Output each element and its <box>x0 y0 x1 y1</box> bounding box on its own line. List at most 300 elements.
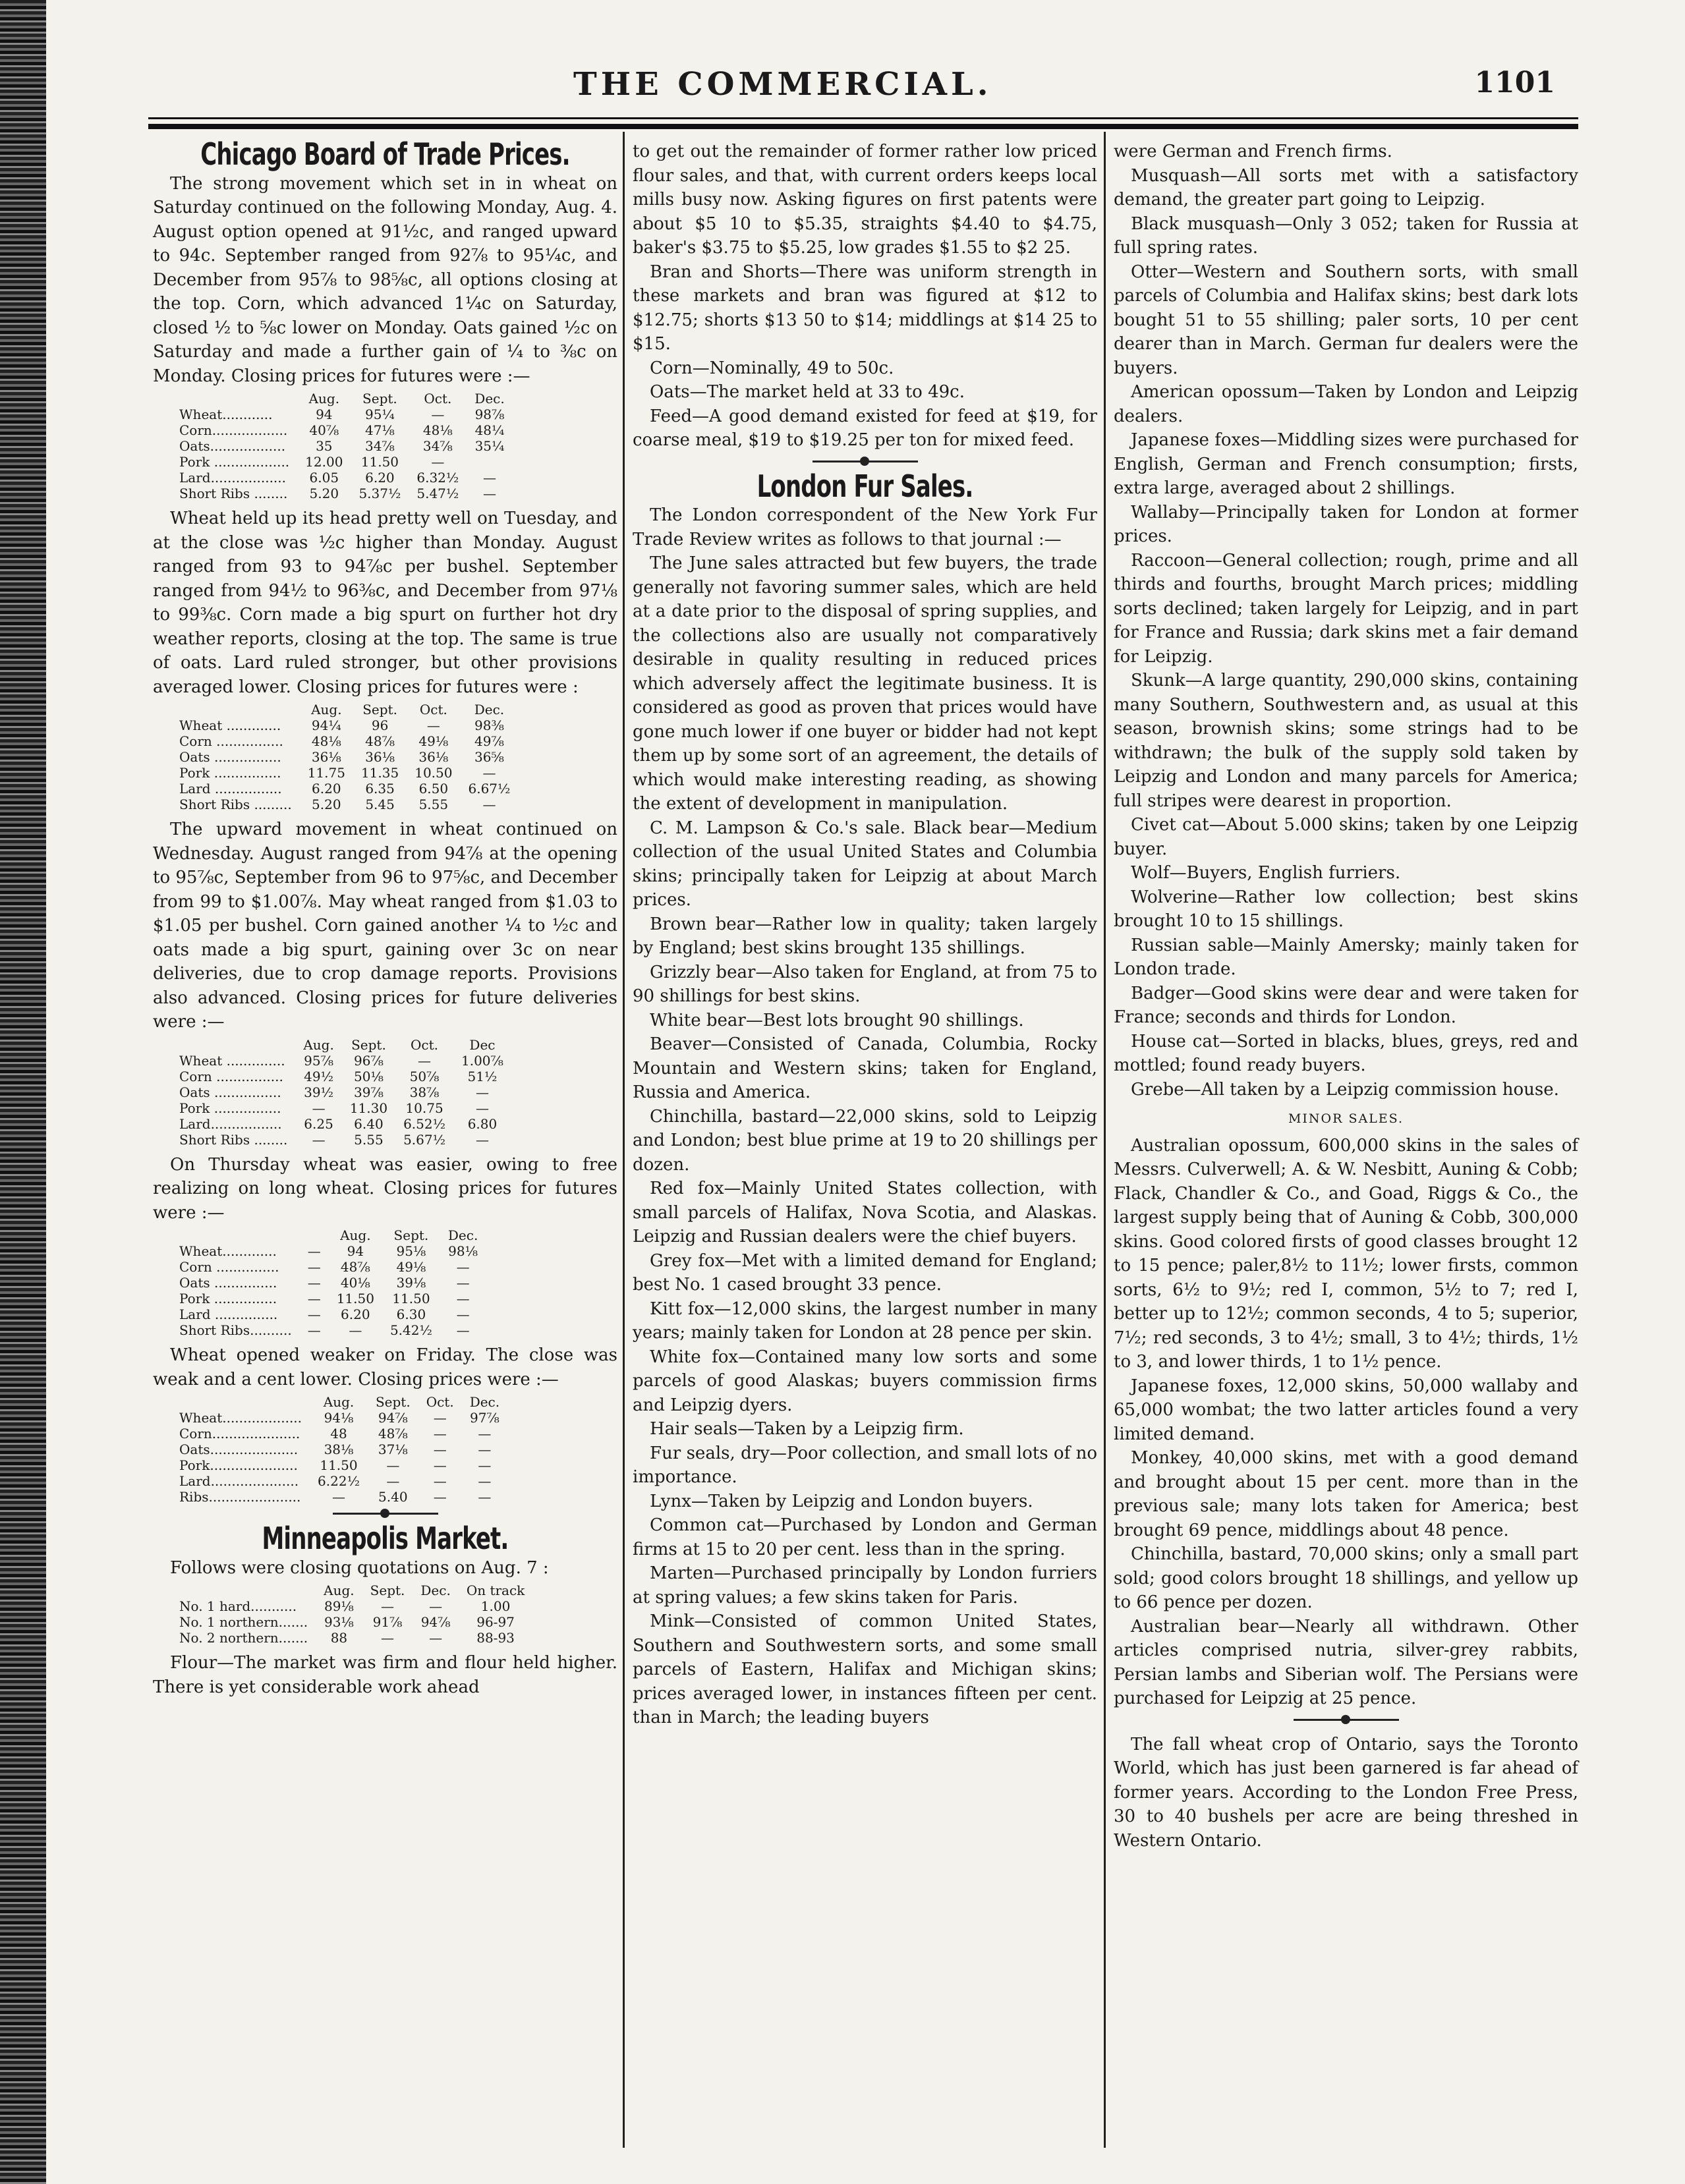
price-cell: 11.50 <box>336 1291 374 1306</box>
price-cell: — <box>433 1489 447 1505</box>
column-header <box>179 1227 300 1243</box>
header-rule <box>148 117 1578 119</box>
table-row <box>179 1489 507 1505</box>
price-cell: 94 <box>316 406 333 422</box>
paragraph: Otter—Western and Southern sorts, with small parcels of Columbia and Halifax skins; best dark lots bought 51 to 55 shilling; paler sorts, 10 per cent dearer than in March. German fur dealers were the buyers. <box>1114 262 1578 378</box>
binding-edge <box>0 0 46 2184</box>
price-cell: 35 <box>316 438 333 454</box>
paragraph: Red fox—Mainly United States collection, with small parcels of Halifax, Nova Scotia, and Alaskas. Leipzig and Russian dealers were the chief buyers. <box>633 1179 1097 1246</box>
column-header: Sept. <box>351 1036 386 1053</box>
table-header-row <box>179 1037 511 1053</box>
column-header: Dec. <box>420 1582 451 1598</box>
row-label: Lard..................... <box>179 1473 299 1489</box>
price-cell: 94¼ <box>311 717 341 733</box>
paragraph: Marten—Purchased principally by London furriers at spring values; a few skins taken for Paris. <box>633 1563 1097 1608</box>
row-label: Oats.................. <box>179 438 286 454</box>
table-row <box>179 733 518 749</box>
price-cell: 95¼ <box>364 406 395 422</box>
price-cell: 5.42½ <box>389 1322 432 1338</box>
price-cell: — <box>475 1131 489 1148</box>
table-row <box>179 486 513 501</box>
price-cell: 11.50 <box>392 1291 430 1306</box>
paragraph: Wheat held up its head pretty well on Tuesday, and at the close was ½c higher than Monday. August ranged from 93 to 94⅞c per bushel. September ranged from 94½ to 96⅜c, and December from 97⅛ to 99⅜c. Corn made a big spurt on further hot dry weather reports, closing at the top. The same is true of oats. Lard ruled stronger, but other provisions averaged lower. Closing prices for futures were : <box>153 509 617 697</box>
table-row <box>179 1442 507 1457</box>
column-header <box>179 1582 316 1598</box>
row-label: Oats ................ <box>179 1084 281 1100</box>
price-cell: — <box>429 1598 443 1614</box>
paragraph: Badger—Good skins were dear and were taken for France; seconds and thirds for London. <box>1114 983 1578 1027</box>
price-cell: 5.47½ <box>416 486 459 501</box>
paragraph: Grey fox—Met with a limited demand for England; best No. 1 cased brought 33 pence. <box>633 1250 1097 1295</box>
paragraph: American opossum—Taken by London and Leipzig dealers. <box>1114 382 1578 426</box>
section-ornament <box>813 461 918 466</box>
paragraph: The upward movement in wheat continued on Wednesday. August ranged from 94⅞ at the opening to 95⅞c, September from 96 to 97⅝c, and December from 99 to $1.00⅞. May wheat ranged from $1.03 to $1.05 per bushel. Corn gained another ¼ to ½c and oats made a big spurt, gaining over 3c on near deliveries, due to crop damage reports. Provisions also advanced. Closing prices for future deliveries were :— <box>153 820 617 1032</box>
price-cell: 11.30 <box>349 1100 388 1116</box>
header-rule-thick <box>148 124 1578 129</box>
paragraph: Japanese foxes, 12,000 skins, 50,000 wallaby and 65,000 wombat; the two latter articles found a very limited demand. <box>1114 1376 1578 1444</box>
price-cell: 39⅛ <box>396 1275 426 1291</box>
price-cell: 95⅞ <box>304 1052 333 1069</box>
price-cell: 39⅞ <box>354 1084 384 1100</box>
row-label: Pork ............... <box>179 1291 277 1306</box>
paragraph: Oats—The market held at 33 to 49c. <box>650 382 965 402</box>
price-cell: 96⅞ <box>354 1052 384 1069</box>
price-cell: 48¼ <box>474 422 505 438</box>
paragraph: Musquash—All sorts met with a satisfactory demand, the greater part going to Leipzig. <box>1114 165 1578 210</box>
table-row <box>179 1322 486 1338</box>
price-cell: 97⅞ <box>469 1410 500 1426</box>
paragraph: Lynx—Taken by Leipzig and London buyers. <box>650 1491 1033 1511</box>
column-header: Aug. <box>323 1394 355 1410</box>
price-cell: 98⅜ <box>474 717 504 733</box>
row-label: Oats ................ <box>179 749 281 765</box>
table-row <box>179 1306 486 1322</box>
price-cell: 11.50 <box>360 454 399 470</box>
price-cell: 48⅛ <box>422 422 453 438</box>
price-cell: 1.00 <box>480 1598 511 1614</box>
column-header: Sept. <box>362 702 397 717</box>
table-row <box>179 438 513 454</box>
price-cell: 1.00⅞ <box>461 1052 503 1069</box>
price-table <box>179 1037 511 1148</box>
price-cell: 49⅛ <box>396 1259 426 1275</box>
table-row <box>179 1132 511 1148</box>
price-cell: 36⅛ <box>418 749 449 765</box>
price-cell: 94⅞ <box>378 1410 408 1426</box>
price-cell: 34⅞ <box>422 438 453 454</box>
column-1 <box>153 136 617 1699</box>
paragraph: On Thursday wheat was easier, owing to free realizing on long wheat. Closing prices for futures were :— <box>153 1154 617 1223</box>
row-label: Wheat................... <box>179 1410 302 1426</box>
price-cell: 6.40 <box>354 1115 384 1132</box>
column-header: Aug. <box>324 1582 355 1598</box>
price-cell: — <box>429 1630 443 1646</box>
paragraph: Grizzly bear—Also taken for England, at from 75 to 90 shillings for best skins. <box>633 962 1097 1006</box>
paragraph: Raccoon—General collection; rough, prime and all thirds and fourths, brought March prices; middling sorts declined; taken largely for Leipzig, and in part for France and Russia; dark skins met a fair demand for Leipzig. <box>1114 550 1578 667</box>
price-cell: 88 <box>330 1630 348 1646</box>
table-row <box>179 1630 532 1646</box>
row-label: Oats ............... <box>179 1275 277 1291</box>
price-cell: 5.20 <box>309 486 339 501</box>
price-cell: 40⅞ <box>309 422 339 438</box>
column-divider <box>1104 132 1106 2148</box>
paragraph: Feed—A good demand existed for feed at $19, for coarse meal, $19 to $19.25 per ton for mixed feed. <box>633 406 1097 450</box>
price-cell: — <box>386 1457 400 1473</box>
price-cell: — <box>312 1100 326 1116</box>
price-cell: — <box>456 1322 470 1338</box>
price-cell: — <box>381 1598 395 1614</box>
row-label: Wheat ............. <box>179 717 281 733</box>
table-row <box>179 470 513 486</box>
paragraph: Fur seals, dry—Poor collection, and small lots of no importance. <box>633 1443 1097 1487</box>
price-cell: 49⅞ <box>474 733 504 749</box>
table-header-row <box>179 391 513 406</box>
price-cell: 48⅛ <box>311 733 341 749</box>
row-label: Short Ribs ........ <box>179 486 288 501</box>
column-header: Aug. <box>340 1227 371 1243</box>
price-cell: 50⅛ <box>354 1068 384 1084</box>
paragraph: Wheat opened weaker on Friday. The close was weak and a cent lower. Closing prices were :— <box>153 1345 617 1389</box>
price-cell: — <box>483 486 496 501</box>
paragraph: Grebe—All taken by a Leipzig commission house. <box>1131 1079 1559 1100</box>
price-cell: 36⅝ <box>474 749 504 765</box>
table-row <box>179 781 518 797</box>
price-cell: — <box>456 1291 470 1306</box>
paragraph: White fox—Contained many low sorts and some parcels of good Alaskas; buyers commission firms and Leipzig dyers. <box>633 1347 1097 1415</box>
paragraph: Black musquash—Only 3 052; taken for Russia at full spring rates. <box>1114 213 1578 258</box>
price-cell: 38⅛ <box>324 1442 354 1457</box>
paragraph: Australian opossum, 600,000 skins in the sales of Messrs. Culverwell; A. & W. Nesbitt, Auning & Cobb; Flack, Chandler & Co., and Goad, Riggs & Co., the largest supply being that of Auning & Cobb, 300,000 skins. Good colored firsts of good classes brought 12 to 15 pence; paler,8½ to 11½; lower firsts, common sorts, 6½ to 9½; red I, common, 5½ to 7; red I, better up to 12½; common seconds, 4 to 5; superior, 7½; red seconds, 3 to 4½; small, 3 to 4½; thirds, 1½ to 3, and lower thirds, 1 to 1½ pence. <box>1114 1135 1578 1372</box>
price-cell: 5.55 <box>418 797 449 812</box>
column-header <box>179 1037 295 1053</box>
paragraph: Wolf—Buyers, English furriers. <box>1131 863 1401 883</box>
paragraph: Chinchilla, bastard, 70,000 skins; only a small part sold; good colors brought 18 shillings, and yellow up to 66 pence per dozen. <box>1114 1544 1578 1612</box>
column-header: Sept. <box>393 1227 429 1243</box>
price-cell: — <box>478 1457 492 1473</box>
row-label: Wheat .............. <box>179 1052 285 1069</box>
price-cell: — <box>433 1442 447 1457</box>
masthead <box>152 66 1582 105</box>
price-cell: 89⅛ <box>324 1598 354 1614</box>
column-header: Dec. <box>474 391 505 406</box>
price-cell: — <box>349 1322 362 1338</box>
price-cell: 47⅛ <box>364 422 395 438</box>
price-cell: 35¼ <box>474 438 505 454</box>
column-header: Dec <box>469 1036 496 1053</box>
price-cell: 51½ <box>467 1068 498 1084</box>
price-cell: — <box>431 406 445 422</box>
price-table <box>179 702 518 812</box>
paragraph: Monkey, 40,000 skins, met with a good demand and brought about 15 per cent. more than in the previous sale; many lots taken for America; best brought 69 pence, middlings about 48 pence. <box>1114 1448 1578 1540</box>
price-cell: 6.80 <box>467 1115 498 1132</box>
price-cell: 11.75 <box>307 765 345 781</box>
price-cell: — <box>478 1442 492 1457</box>
price-cell: — <box>307 1243 321 1259</box>
price-cell: — <box>456 1259 470 1275</box>
price-cell: 6.52½ <box>403 1115 445 1132</box>
section-title: Chicago Board of Trade Prices. <box>200 136 570 172</box>
column-header: Sept. <box>362 391 397 406</box>
price-cell: 39½ <box>304 1084 333 1100</box>
paragraph: Flour—The market was firm and flour held higher. There is yet considerable work ahead <box>153 1653 617 1697</box>
price-cell: 11.50 <box>320 1457 358 1473</box>
price-cell: 98⅞ <box>474 406 505 422</box>
column-header: Oct. <box>426 1394 454 1410</box>
price-cell: 12.00 <box>305 454 343 470</box>
price-cell: — <box>456 1275 470 1291</box>
price-table <box>179 1394 507 1505</box>
price-cell: 94⅛ <box>324 1410 354 1426</box>
paragraph: Corn—Nominally, 49 to 50c. <box>650 358 894 378</box>
table-row <box>179 717 518 733</box>
row-label: Short Ribs ........ <box>179 1131 288 1148</box>
paragraph: The London correspondent of the New York Fur Trade Review writes as follows to that journal :— <box>633 505 1097 549</box>
row-label: Corn..................... <box>179 1426 300 1442</box>
row-label: Pork ................ <box>179 1100 281 1116</box>
row-label: Ribs...................... <box>179 1489 301 1505</box>
table-row <box>179 1275 486 1291</box>
paragraph: C. M. Lampson & Co.'s sale. Black bear—Medium collection of the usual United States and Columbia skins; principally taken for Leipzig at about March prices. <box>633 818 1097 910</box>
price-cell: 48⅞ <box>378 1426 408 1442</box>
price-cell: — <box>478 1473 492 1489</box>
price-cell: 10.75 <box>405 1100 443 1116</box>
paragraph: Wallaby—Principally taken for London at former prices. <box>1114 502 1578 546</box>
column-header <box>300 1227 329 1243</box>
price-cell: — <box>478 1489 492 1505</box>
price-cell: 6.20 <box>312 781 341 797</box>
section-ornament <box>1294 1719 1399 1725</box>
publication-title: THE COMMERCIAL. <box>573 66 992 103</box>
row-label: Lard................. <box>179 1115 282 1132</box>
row-label: No. 2 northern....... <box>179 1630 308 1646</box>
table-row <box>179 1116 511 1132</box>
price-cell: 48⅞ <box>365 733 395 749</box>
row-label: Wheat............. <box>179 1243 277 1259</box>
price-cell: — <box>475 1100 489 1116</box>
price-cell: — <box>426 717 440 733</box>
price-cell: 6.22½ <box>318 1473 360 1489</box>
row-label: Corn ................ <box>179 733 283 749</box>
table-row <box>179 1473 507 1489</box>
paragraph: Civet cat—About 5.000 skins; taken by one Leipzig buyer. <box>1114 815 1578 859</box>
table-row <box>179 1598 532 1614</box>
price-cell: — <box>433 1457 447 1473</box>
price-cell: — <box>381 1630 395 1646</box>
price-cell: 96 <box>371 717 389 733</box>
column-divider <box>623 132 625 2148</box>
table-row <box>179 422 513 438</box>
price-cell: 49½ <box>304 1068 333 1084</box>
price-table <box>179 391 513 501</box>
price-cell: 5.20 <box>312 797 341 812</box>
column-header: Sept. <box>375 1394 411 1410</box>
price-cell: 6.35 <box>365 781 395 797</box>
paragraph: Skunk—A large quantity, 290,000 skins, containing many Southern, Southwestern and, as usual at this season, brownish skins; some strings had to be withdrawn; the bulk of the supply sold taken by Leipzig and London and many parcels for America; full stripes were dearest in proportion. <box>1114 671 1578 811</box>
paragraph: Australian bear—Nearly all withdrawn. Other articles comprised nutria, silver-grey rabbits, Persian lambs and Siberian wolf. The Persians were purchased for Leipzig at 25 pence. <box>1114 1616 1578 1708</box>
price-cell: 94⅞ <box>420 1614 451 1630</box>
price-cell: — <box>307 1275 321 1291</box>
row-label: Pork ................ <box>179 765 281 781</box>
section-ornament <box>333 1513 438 1519</box>
table-row <box>179 1614 532 1630</box>
paragraph: Common cat—Purchased by London and German firms at 15 to 20 per cent. less than in the spring. <box>633 1515 1097 1559</box>
paragraph: Japanese foxes—Middling sizes were purchased for English, German and French consumption; firsts, extra large, averaged about 2 shillings. <box>1114 430 1578 498</box>
price-cell: 48⅞ <box>340 1259 370 1275</box>
column-2 <box>633 140 1097 1730</box>
paragraph: to get out the remainder of former rather low priced flour sales, and that, with current orders keeps local mills busy now. Asking figures on first patents were about $5 10 to $5.35, straights $4.40 to $4.75, baker's $3.75 to $5.25, low grades $1.55 to $2 25. <box>633 142 1097 258</box>
column-header: Dec. <box>469 1394 500 1410</box>
price-cell: — <box>307 1322 321 1338</box>
table-row <box>179 1426 507 1442</box>
price-cell: — <box>307 1259 321 1275</box>
row-label: Pork .................. <box>179 454 290 470</box>
price-cell: 48 <box>330 1426 347 1442</box>
price-cell: 50⅞ <box>409 1068 440 1084</box>
price-cell <box>467 454 512 470</box>
price-cell: 10.50 <box>414 765 453 781</box>
price-cell: 11.35 <box>360 765 399 781</box>
price-cell: — <box>312 1131 326 1148</box>
price-cell: 6.32½ <box>416 470 459 486</box>
column-header: Sept. <box>370 1582 405 1598</box>
paragraph: Beaver—Consisted of Canada, Columbia, Rocky Mountain and Western skins; taken for England, Russia and America. <box>633 1034 1097 1102</box>
price-cell: — <box>483 470 496 486</box>
price-cell: 34⅞ <box>364 438 395 454</box>
price-cell: 36⅛ <box>365 749 395 765</box>
price-cell: — <box>331 1489 345 1505</box>
column-header: Aug. <box>308 391 340 406</box>
row-label: Corn.................. <box>179 422 288 438</box>
column-header <box>179 1394 310 1410</box>
row-label: Oats..................... <box>179 1442 299 1457</box>
table-row <box>179 1457 507 1473</box>
table-row <box>179 406 513 422</box>
price-cell: — <box>475 1084 489 1100</box>
table-row <box>179 1243 486 1259</box>
column-header: Dec. <box>474 702 505 717</box>
price-cell: — <box>386 1473 400 1489</box>
price-cell: 5.55 <box>354 1131 384 1148</box>
price-cell: — <box>307 1291 321 1306</box>
table-row <box>179 797 518 812</box>
price-cell: 6.50 <box>418 781 449 797</box>
price-cell: 5.45 <box>365 797 395 812</box>
paragraph: House cat—Sorted in blacks, blues, greys, red and mottled; found ready buyers. <box>1114 1031 1578 1075</box>
price-cell: 49⅛ <box>418 733 449 749</box>
row-label: Short Ribs ......... <box>179 797 292 812</box>
price-cell: — <box>456 1306 470 1322</box>
price-cell: 37⅛ <box>378 1442 408 1457</box>
table-row <box>179 1100 511 1116</box>
price-cell: — <box>431 454 445 470</box>
row-label: Short Ribs.......... <box>179 1322 292 1338</box>
table-header-row <box>179 1394 507 1410</box>
column-header <box>179 391 297 406</box>
row-label: Wheat............ <box>179 406 273 422</box>
row-label: Lard ............... <box>179 1306 278 1322</box>
section-title: London Fur Sales. <box>757 468 973 504</box>
paragraph: Wolverine—Rather low collection; best skins brought 10 to 15 shillings. <box>1114 887 1578 931</box>
price-cell: — <box>482 765 496 781</box>
row-label: Lard ................ <box>179 781 282 797</box>
paragraph: The June sales attracted but few buyers, the trade generally not favoring summer sales, which are held at a date prior to the disposal of spring supplies, and the collections also are usually not comparatively desirable in quality resulting in reduced prices which adversely affect the legitimate business. It is considered as good as proven that prices would have gone much lower if one buyer or bidder had not kept them up by some sort of an agreement, the details of which would make interesting reading, as showing the extent of development in manipulation. <box>633 553 1097 814</box>
price-cell: 38⅞ <box>409 1084 440 1100</box>
column-header: Oct. <box>424 391 452 406</box>
paragraph: Follows were closing quotations on Aug. 7 : <box>170 1557 549 1578</box>
table-row <box>179 1410 507 1426</box>
price-cell: 6.20 <box>365 470 395 486</box>
column-header: Oct. <box>419 702 447 717</box>
paragraph: Kitt fox—12,000 skins, the largest number in many years; mainly taken for London at 28 pence per skin. <box>633 1299 1097 1343</box>
table-row <box>179 1069 511 1084</box>
paragraph: Russian sable—Mainly Amersky; mainly taken for London trade. <box>1114 935 1578 979</box>
price-cell: 6.20 <box>341 1306 370 1322</box>
table-header-row <box>179 702 518 717</box>
table-header-row <box>179 1582 532 1598</box>
column-header: Dec. <box>447 1227 478 1243</box>
row-label: No. 1 hard........... <box>179 1598 297 1614</box>
row-label: Pork..................... <box>179 1457 298 1473</box>
column-header: Aug. <box>311 702 342 717</box>
section-title: Minneapolis Market. <box>262 1521 509 1556</box>
price-cell: 36⅛ <box>311 749 341 765</box>
price-cell: 91⅞ <box>372 1614 403 1630</box>
table-header-row <box>179 1227 486 1243</box>
price-cell: 93⅛ <box>324 1614 354 1630</box>
table-row <box>179 749 518 765</box>
paragraph: were German and French firms. <box>1114 142 1392 161</box>
price-cell: 95⅛ <box>396 1243 426 1259</box>
subheading: MINOR SALES. <box>1288 1111 1404 1126</box>
price-cell: 6.05 <box>309 470 339 486</box>
price-cell: 40⅛ <box>340 1275 370 1291</box>
paragraph: White bear—Best lots brought 90 shillings. <box>650 1010 1024 1030</box>
price-cell: 5.37½ <box>358 486 401 501</box>
row-label: Corn ................ <box>179 1068 283 1084</box>
page-number: 1101 <box>1474 66 1555 99</box>
row-label: Corn ............... <box>179 1259 279 1275</box>
column-header <box>179 702 300 717</box>
price-cell: — <box>433 1410 447 1426</box>
price-cell: — <box>307 1306 321 1322</box>
table-row <box>179 1291 486 1306</box>
paragraph: Bran and Shorts—There was uniform strength in these markets and bran was figured at $12 to $12.75; shorts $13 50 to $14; middlings at $14 25 to $15. <box>633 262 1097 354</box>
price-cell: 88-93 <box>476 1630 515 1646</box>
row-label: Lard.................. <box>179 470 287 486</box>
price-cell: 5.67½ <box>403 1131 445 1148</box>
price-table <box>179 1582 532 1646</box>
column-3 <box>1114 140 1578 1853</box>
paragraph: Brown bear—Rather low in quality; taken largely by England; best skins brought 135 shillings. <box>633 914 1097 958</box>
price-cell: 98⅛ <box>448 1243 478 1259</box>
price-cell: 6.25 <box>304 1115 333 1132</box>
price-cell: — <box>478 1426 492 1442</box>
column-header: On track <box>466 1582 525 1598</box>
table-row <box>179 765 518 781</box>
price-cell: 6.30 <box>396 1306 426 1322</box>
table-row <box>179 454 513 470</box>
price-cell: 6.67½ <box>468 781 511 797</box>
table-row <box>179 1259 486 1275</box>
paragraph: Hair seals—Taken by a Leipzig firm. <box>650 1419 964 1439</box>
table-row <box>179 1053 511 1069</box>
price-cell: 94 <box>347 1243 364 1259</box>
paragraph: Mink—Consisted of common United States, Southern and Southwestern sorts, and some small parcels of Eastern, Halifax and Michigan skins; prices averaged lower, in instances fifteen per cent. than in March; the leading buyers <box>633 1611 1097 1727</box>
price-cell: — <box>433 1473 447 1489</box>
column-header: Aug. <box>303 1036 334 1053</box>
table-row <box>179 1084 511 1100</box>
price-table <box>179 1227 486 1338</box>
